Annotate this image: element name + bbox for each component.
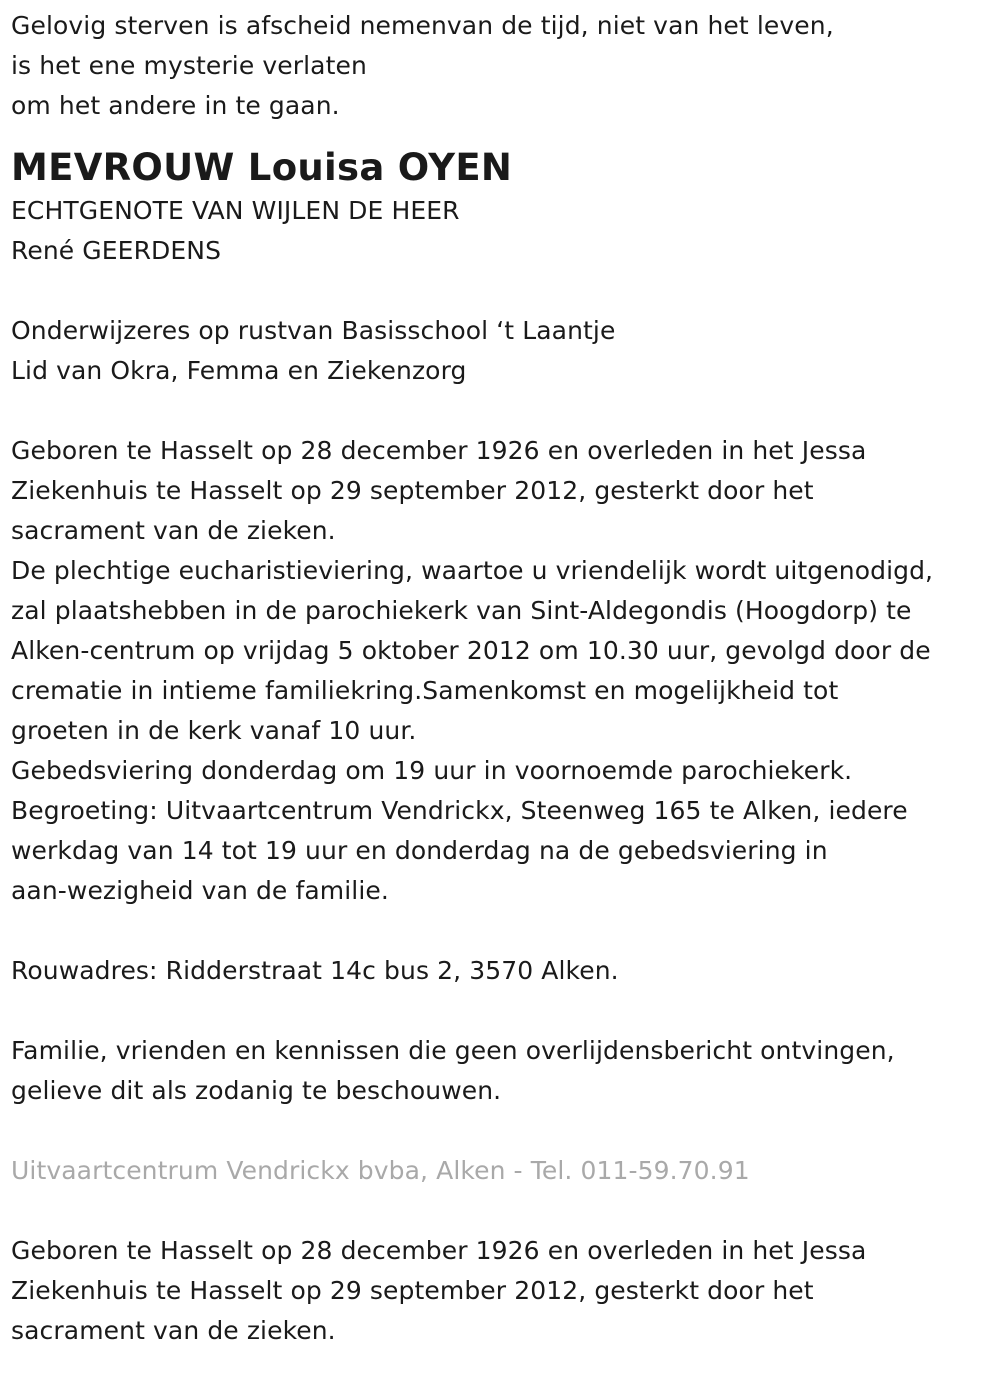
details-line: Gebedsviering donderdag om 19 uur in voornoemde parochiekerk. [11,756,853,785]
repeat-block [11,1231,996,1351]
role-line: Onderwijzeres op rustvan Basisschool ‘t Laantje [11,316,616,345]
details-line: zal plaatshebben in de parochiekerk van Sint-Aldegondis (Hoogdorp) te [11,596,912,625]
quote-block [11,6,996,126]
details-line: Alken-centrum op vrijdag 5 oktober 2012 om 10.30 uur, gevolgd door de [11,636,931,665]
spouse-line: ECHTGENOTE VAN WIJLEN DE HEER [11,196,460,225]
details-line: Ziekenhuis te Hasselt op 29 september 2012, gesterkt door het [11,476,814,505]
repeat-line: sacrament van de zieken. [11,1316,336,1345]
deceased-name: MEVROUW Louisa OYEN [11,146,513,189]
details-line: aan-wezigheid van de familie. [11,876,389,905]
details-block [11,431,996,911]
repeat-line: Geboren te Hasselt op 28 december 1926 en overleden in het Jessa [11,1236,867,1265]
quote-line: is het ene mysterie verlaten [11,51,367,80]
details-line: crematie in intieme familiekring.Samenkomst en mogelijkheid tot [11,676,839,705]
details-line: werkdag van 14 tot 19 uur en donderdag na de gebedsviering in [11,836,828,865]
notice-block [11,1031,996,1111]
roles-block [11,311,996,391]
details-line: groeten in de kerk vanaf 10 uur. [11,716,417,745]
notice-line: Familie, vrienden en kennissen die geen overlijdensbericht ontvingen, [11,1036,895,1065]
details-line: sacrament van de zieken. [11,516,336,545]
notice-line: gelieve dit als zodanig te beschouwen. [11,1076,502,1105]
spouse-block [11,191,996,271]
funeral-home-credit: Uitvaartcentrum Vendrickx bvba, Alken - Tel. 011-59.70.91 [11,1156,750,1185]
details-line: De plechtige eucharistieviering, waartoe u vriendelijk wordt uitgenodigd, [11,556,934,585]
repeat-line: Ziekenhuis te Hasselt op 29 september 2012, gesterkt door het [11,1276,814,1305]
details-line: Geboren te Hasselt op 28 december 1926 en overleden in het Jessa [11,436,867,465]
mourning-address: Rouwadres: Ridderstraat 14c bus 2, 3570 Alken. [11,956,619,985]
obituary-document [11,6,996,1351]
quote-line: Gelovig sterven is afscheid nemenvan de tijd, niet van het leven, [11,11,834,40]
quote-line: om het andere in te gaan. [11,91,340,120]
details-line: Begroeting: Uitvaartcentrum Vendrickx, Steenweg 165 te Alken, iedere [11,796,908,825]
spouse-line: René GEERDENS [11,236,222,265]
role-line: Lid van Okra, Femma en Ziekenzorg [11,356,467,385]
